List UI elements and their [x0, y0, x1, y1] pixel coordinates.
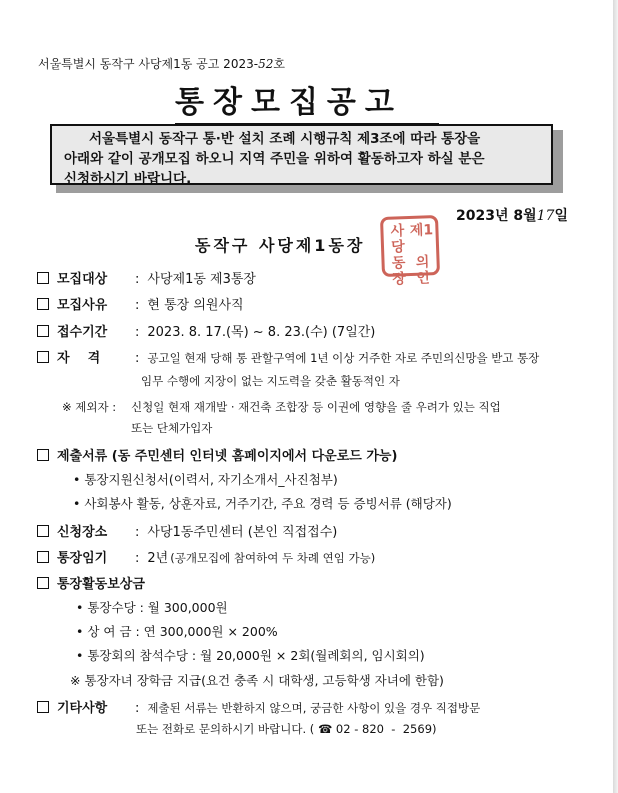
checkbox-icon	[37, 701, 49, 713]
item-location-label: 신청장소	[57, 525, 108, 540]
intro-line-2: 아래와 같이 공개모집 하오니 지역 주민을 위하여 활동하고자 하실 분은	[64, 151, 485, 167]
item-target: 모집대상 : 사당제1동 제3통장	[37, 268, 256, 287]
documents-bullet-1: • 통장지원신청서(이력서, 자기소개서_사진첨부)	[73, 472, 338, 487]
item-period: 접수기간 : 2023. 8. 17.(목) ~ 8. 23.(수) (7일간)	[37, 321, 375, 340]
item-other: 기타사항 : 제출된 서류는 반환하지 않으며, 궁금한 사항이 있을 경우 직접방문	[37, 697, 480, 716]
item-compensation-label: 통장활동보상금	[57, 577, 145, 592]
item-qualification-label: 자 격	[57, 351, 101, 366]
notice-number-handwritten: 52	[258, 57, 274, 71]
checkbox-icon	[37, 551, 49, 563]
item-other-line-2: 또는 전화로 문의하시기 바랍니다. ( ☎ 02 - 820 - 2569)	[136, 722, 437, 736]
compensation-meeting: • 통장회의 참석수당 : 월 20,000원 × 2회(월례회의, 임시회의)	[76, 648, 425, 663]
item-reason-value: 현 통장 의원사직	[147, 298, 244, 313]
checkbox-icon	[37, 351, 49, 363]
exclusion-line-2: 또는 단체가입자	[131, 421, 213, 435]
issuing-office: 동작구 사당제1동장	[195, 236, 366, 255]
checkbox-icon	[37, 449, 49, 461]
item-term-label: 통장임기	[57, 551, 108, 566]
item-qualification-line-1: 공고일 현재 당해 통 관할구역에 1년 이상 거주한 자로 주민의신망을 받고 통장	[147, 351, 540, 365]
checkbox-icon	[37, 577, 49, 589]
page-title: 통장모집공고	[175, 85, 439, 126]
item-period-label: 접수기간	[57, 325, 108, 340]
item-term: 통장임기 : 2년 (공개모집에 참여하여 두 차례 연임 가능)	[37, 547, 375, 566]
item-location: 신청장소 : 사당1동주민센터 (본인 직접접수)	[37, 521, 337, 540]
item-period-value: 2023. 8. 17.(목) ~ 8. 23.(수) (7일간)	[147, 325, 376, 340]
checkbox-icon	[37, 272, 49, 284]
page-edge	[613, 0, 618, 793]
item-term-note: (공개모집에 참여하여 두 차례 연임 가능)	[170, 551, 376, 565]
notice-number-suffix: 호	[273, 57, 285, 71]
item-qualification-line-2: 임무 수행에 지장이 없는 지도력을 갖춘 활동적인 자	[141, 374, 400, 388]
compensation-bonus: • 상 여 금 : 연 300,000원 × 200%	[76, 624, 278, 639]
item-target-value: 사당제1동 제3통장	[147, 272, 256, 287]
date-day-suffix: 일	[554, 208, 568, 224]
item-other-label: 기타사항	[57, 701, 108, 716]
notice-number	[38, 55, 285, 72]
checkbox-icon	[37, 298, 49, 310]
documents-bullet-2: • 사회봉사 활동, 상훈자료, 거주기간, 주요 경력 등 증빙서류 (해당자)	[73, 496, 452, 511]
item-target-label: 모집대상	[57, 272, 108, 287]
item-documents	[37, 445, 397, 464]
exclusion-label: ※ 제외자 :	[62, 400, 117, 414]
date-month: 8월	[513, 208, 537, 224]
item-qualification: 자 격 : 공고일 현재 당해 통 관할구역에 1년 이상 거주한 자로 주민의신망을 받고 통장	[37, 347, 539, 366]
intro-line-3: 신청하시기 바랍니다.	[64, 171, 192, 187]
item-term-value: 2년	[147, 551, 169, 566]
intro-box	[50, 124, 553, 185]
date-year: 2023년	[456, 208, 509, 224]
item-other-line-1: 제출된 서류는 반환하지 않으며, 궁금한 사항이 있을 경우 직접방문	[147, 701, 481, 715]
date-day: 17	[536, 208, 555, 224]
item-compensation	[37, 573, 145, 592]
checkbox-icon	[37, 525, 49, 537]
item-location-value: 사당1동주민센터 (본인 직접접수)	[147, 525, 338, 540]
compensation-scholarship: ※ 통장자녀 장학금 지급(요건 충족 시 대학생, 고등학생 자녀에 한함)	[70, 673, 444, 688]
item-reason: 모집사유 : 현 통장 의원사직	[37, 294, 244, 313]
announcement-date	[456, 205, 568, 225]
intro-line-1: 서울특별시 동작구 통·반 설치 조례 시행규칙 제3조에 따라 통장을	[89, 131, 481, 147]
notice-number-prefix: 서울특별시 동작구 사당제1동 공고 2023-	[38, 57, 259, 71]
item-documents-label: 제출서류 (동 주민센터 인터넷 홈페이지에서 다운로드 가능)	[57, 449, 398, 464]
item-reason-label: 모집사유	[57, 298, 108, 313]
official-seal: 사당 제1 동장 의인	[380, 215, 440, 277]
compensation-allowance: • 통장수당 : 월 300,000원	[76, 600, 228, 615]
exclusion-line-1: 신청일 현재 재개발 · 재건축 조합장 등 이권에 영향을 줄 우려가 있는 직업	[131, 400, 501, 414]
checkbox-icon	[37, 325, 49, 337]
